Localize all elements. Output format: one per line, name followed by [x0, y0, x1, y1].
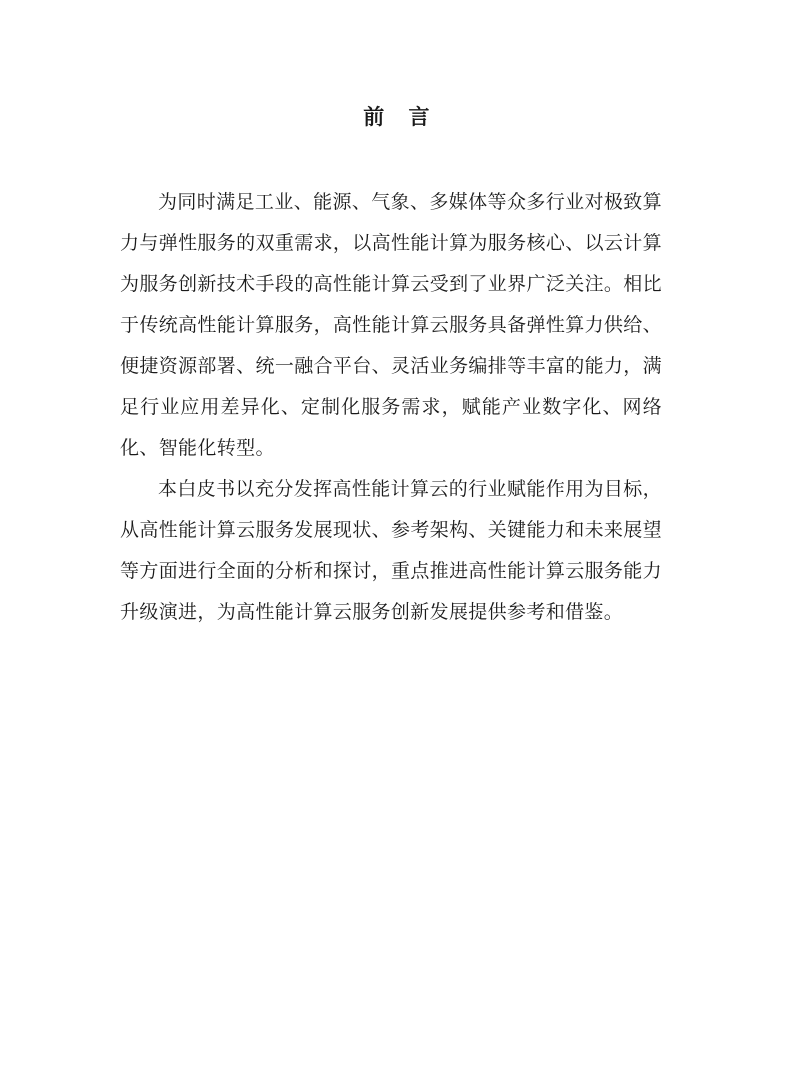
paragraph-2: 本白皮书以充分发挥高性能计算云的行业赋能作用为目标，从高性能计算云服务发展现状、参考架构、关键能力和未来展望等方面进行全面的分析和探讨，重点推进高性能计算云服务能力升级演进，为高性能计算云服务创新发展提供参考和借鉴。: [120, 478, 662, 623]
page-title-char-2: 言: [408, 104, 430, 129]
preface-body: [120, 182, 662, 633]
page-title: [0, 100, 793, 134]
paragraph-1: 为同时满足工业、能源、气象、多媒体等众多行业对极致算力与弹性服务的双重需求，以高性能计算为服务核心、以云计算为服务创新技术手段的高性能计算云受到了业界广泛关注。相比于传统高性能计算服务，高性能计算云服务具备弹性算力供给、便捷资源部署、统一融合平台、灵活业务编排等丰富的能力，满足行业应用差异化、定制化服务需求，赋能产业数字化、网络化、智能化转型。: [120, 191, 662, 459]
page-title-char-1: 前: [363, 104, 385, 129]
